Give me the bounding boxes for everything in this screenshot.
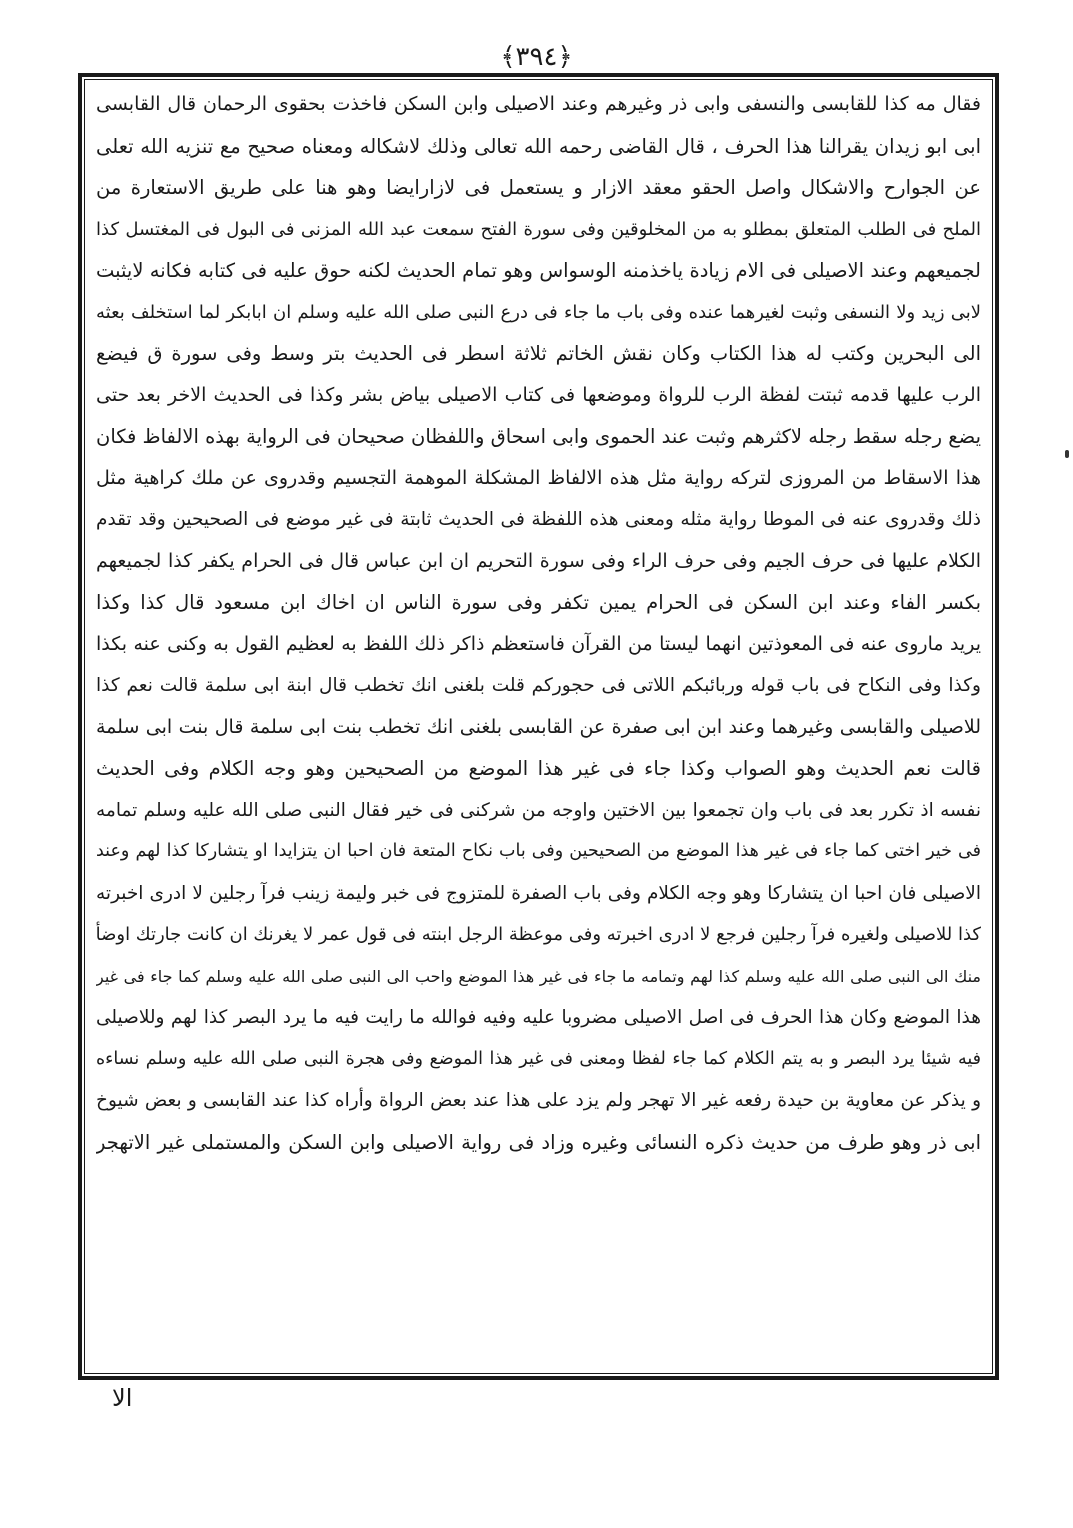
text-line: فقال مه كذا للقابسى والنسفى وابى ذر وغيرهم وعند الاصيلى وابن السكن فاخذت بحقوى الرحمان قال القابسى bbox=[96, 93, 981, 115]
text-line: هذا الموضع وكان هذا الحرف فى اصل الاصيلى مضروبا عليه وفيه فوالله ما رايت فيه ما يرد البصر كذا لهم وللاصيلى bbox=[96, 1007, 981, 1028]
text-line: ابى ابو زيدان يقرالنا هذا الحرف ، قال القاضى رحمه الله تعالى وذلك لاشكاله ومعناه صحيح مع تنزيه الله تعلى bbox=[96, 134, 981, 158]
text-line: وكذا وفى النكاح فى باب قوله وربائبكم اللاتى فى حجوركم قلت بلغنى انك تخطب قال ابنة ابى سلمة قالت نعم كذا bbox=[96, 675, 981, 696]
text-line: لابى زيد ولا النسفى وثبت لغيرهما عنده وفى باب ما جاء فى درع النبى صلى الله عليه وسلم ان ابابكر لما استخلف بعثه bbox=[96, 301, 981, 323]
text-line: بكسر الفاء وعند ابن السكن فى الحرام يمين تكفر وفى سورة الناس ان اخاك ابن مسعود قال كذا وكذا bbox=[96, 591, 981, 614]
text-line: يريد ماروى عنه فى المعوذتين انهما ليستا من القرآن فاستعظم ذاكر ذلك اللفظ به لعظيم القول به وكنى عنه بكذا bbox=[96, 632, 981, 655]
text-line: نفسه اذ تكرر بعد فى باب وان تجمعوا بين الاختين واوجه من شركنى فى خير فقال النبى صلى الله عليه وسلم تمامه bbox=[96, 799, 981, 821]
margin-mark bbox=[1065, 450, 1069, 458]
text-line: الى البحرين وكتب له هذا الكتاب وكان نقش الخاتم ثلاثة اسطر فى الحديث بتر وسط وفى سورة ق فيضع bbox=[96, 342, 981, 365]
text-line: للاصيلى والقابسى وغيرهما وعند ابن ابى صفرة عن القابسى بلغنى انك تخطب بنت ابى سلمة قال بنت ابى سلمة bbox=[96, 715, 981, 738]
text-line: فيه شيئا يرد البصر و به يتم الكلام كما جاء لفظا ومعنى فى غير هذا الموضع وفى هجرة النبى صلى الله عليه وسلم نساءه bbox=[96, 1048, 981, 1069]
text-line: كذا للاصيلى ولغيره فرآ رجلين فرجع لا ادرى اخبرته وفى موعظة الرجل ابنته فى قول عمر لا يغرنك ان كانت جارتك اوضأ bbox=[96, 924, 981, 945]
text-line: الرب عليها قدمه ثبتت لفظة الرب للرواة وموضعها فى كتاب الاصيلى بياض بشر وكذا فى الحديث الاخر بعد حتى bbox=[96, 383, 981, 406]
text-line: منك الى النبى صلى الله عليه وسلم كذا لهم وتمامه ما جاء فى غير هذا الموضع واحب الى النبى صلى الله عليه وسلم كما جاء فى غير bbox=[96, 966, 981, 986]
text-line: هذا الاسقاط من المروزى لتركه رواية مثل هذه الالفاظ المشكلة الموهمة التجسيم وقدروى عن ملك كراهية مثل bbox=[96, 466, 981, 489]
text-line: عن الجوارح والاشكال واصل الحقو معقد الازار و يستعمل فى لازارايضا وهو هنا على طريق الاستعارة من bbox=[96, 176, 981, 199]
text-line: يضع رجله سقط رجله لاكثرهم وثبت عند الحموى وابى اسحاق واللفظان صحيحان فى الرواية بهذه الالفاظ فكان bbox=[96, 425, 981, 448]
text-line: الاصيلى فان احبا ان يتشاركا وهو وجه الكلام وفى باب الصفرة للمتزوج فى خبر وليمة زينب فرآ رجلين لا ادرى اخبرته bbox=[96, 882, 981, 904]
text-line: فى خير اختى كما جاء فى غير هذا الموضع من الصحيحين وفى باب نكاح المتعة فان احبا ان يتزايدا او يتشاركا كذا لهم وعند bbox=[96, 841, 981, 861]
text-line: الكلام عليها فى حرف الجيم وفى حرف الراء وفى سورة التحريم ان ابن عباس قال فى الحرام يكفر كذا لجميعهم bbox=[96, 549, 981, 572]
text-line: قالت نعم الحديث وهو الصواب وكذا جاء فى غير هذا الموضع من الصحيحين وهو وجه الكلام وفى الحديث bbox=[96, 757, 981, 780]
catchword: الا bbox=[112, 1384, 133, 1412]
text-line: ذلك وقدروى عنه فى الموطا رواية مثله ومعنى هذه اللفظة فى الحديث ثابتة فى غير موضع فى الصحيحين وقد تقدم bbox=[96, 509, 981, 530]
page-number: ﴿٣٩٤﴾ bbox=[500, 42, 573, 72]
text-line: ابى ذر وهو طرف من حديث ذكره النسائى وغيره وزاد فى رواية الاصيلى وابن السكن والمستملى غير الاتهجر bbox=[96, 1130, 981, 1154]
text-line: لجميعهم وعند الاصيلى فى الام زيادة ياخذمنه الوسواس وهو تمام الحديث لكنه حوق عليه فى كتابه فكانه لايثبت bbox=[96, 259, 981, 282]
text-line: الملح فى الطلب المتعلق بمطلو به من المخلوقين وفى سورة الفتح سمعت عبد الله المزنى فى البول فى المغتسل كذا bbox=[96, 218, 981, 240]
text-line: و يذكر عن معاوية بن حيدة رفعه غير الا تهجر ولم يزد على هذا عند بعض الرواة وأراه كذا عند القابسى و بعض شيوخ bbox=[96, 1090, 981, 1111]
main-text-block bbox=[96, 84, 981, 1372]
